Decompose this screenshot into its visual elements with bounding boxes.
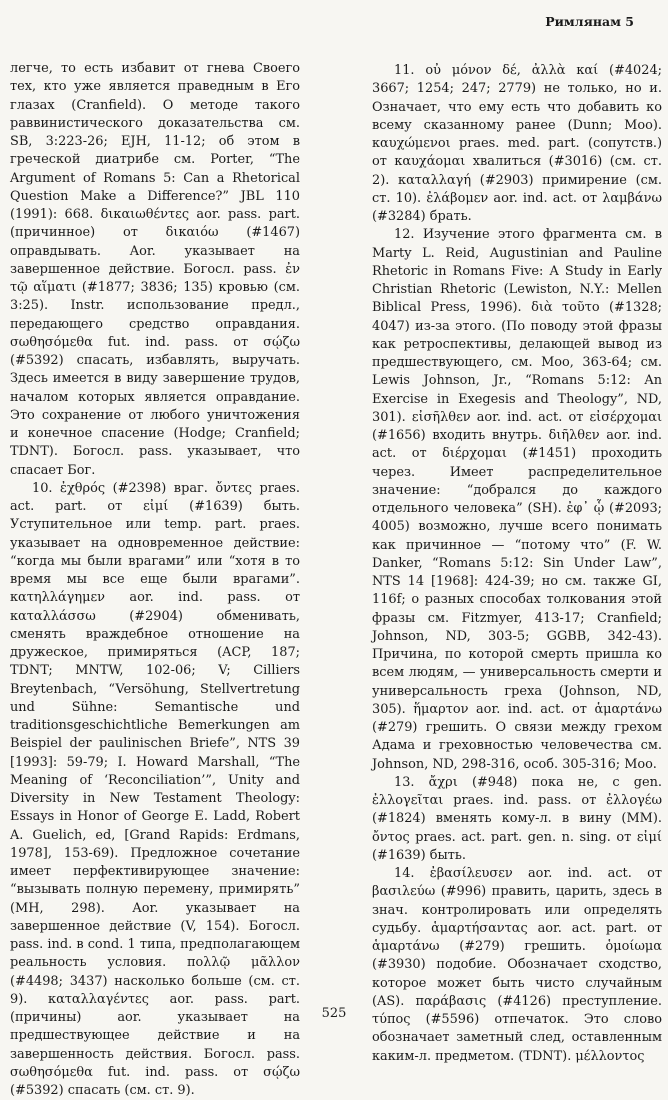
paragraph-verse-13: 13. ἄχρι (#948) пока не, с gen. ἐλλογεῖται praes. ind. pass. от ἐλλογέω (#1824) вменять кому-л. в вину (MM). ὄντος praes. act. part. gen. n. sing. от εἰμί (#1639) быть.	[372, 774, 662, 863]
paragraph-verse-14: 14. ἐβασίλευσεν aor. ind. act. от βασιλεύω (#996) править, царить, здесь в знач. контролировать или определять судьбу. ἁμαρτήσαντας aor. act. part. от ἁμαρτάνω (#279) грешить. ὁμοίωμα (#3930) подобие. Обозначает сходство, которое может быть чисто случайным (AS). παράβασις (#4126) преступление. τύπος (#5596) отпечаток. Это слово обозначает заметный след, оставленным каким-л. предметом. (TDNT). μέλλοντος	[372, 866, 662, 1064]
page-number: 525	[321, 1006, 347, 1021]
paragraph-verse-9-continued: легче, то есть избавит от гнева Своего тех, кто уже является праведным в Его глазах (Cranfield). О методе такого раввинистического доказательства см. SB, 3:223-26; EJH, 11-12; об этом в греческой диатрибе см. Porter, “The Argument of Romans 5: Can a Rhetorical Question Make a Difference?” JBL 110 (1991): 668. δικαιωθέντες aor. pass. part. (причинное) от δικαιόω (#1467) оправдывать. Aor. указывает на завершенное действие. Богосл. pass. ἐν τῷ αἵματι (#1877; 3836; 135) кровью (см. 3:25). Instr. использование предл., передающего средство оправдания. σωθησόμεθα fut. ind. pass. от σῴζω (#5392) спасать, избавлять, выручать. Здесь имеется в виду завершение трудов, началом которых является оправдание. Это сохранение от любого уничтожения и конечное спасение (Hodge; Cranfield; TDNT). Богосл. pass. указывает, что спасает Бог.	[10, 61, 300, 478]
paragraph-verse-10: 10. ἐχθρός (#2398) враг. ὄντες praes. act. part. от εἰμί (#1639) быть. Уступительное или temp. part. praes. указывает на одновременное действие: “когда мы были врагами” или “хотя в то время мы все еще были врагами”. κατηλλάγημεν aor. ind. pass. от καταλλάσσω (#2904) обменивать, сменять враждебное отношение на дружеское, примиряться (ACP, 187; TDNT; MNTW, 102-06; V; Cilliers Breytenbach, “Versöhung, Stellvertretung und Sühne: Semantische und traditionsgeschichtliche Bemerkungen am Beispiel der paulinischen Briefe”, NTS 39 [1993]: 59-79; I. Howard Marshall, “The Meaning of ‘Reconciliation’”, Unity and Diversity in New Testament Theology: Essays in Honor of George E. Ladd, Robert A. Guelich, ed, [Grand Rapids: Erdmans, 1978], 153-69). Предложное сочетание имеет перфективирующее значение: “вызывать полную перемену, примирять” (MH, 298). Aor. указывает на завершенное действие (V, 154). Богосл. pass. ind. в cond. 1 типа, предполагающем реальность условия. πολλῷ μᾶλλον (#4498; 3437) насколько больше (см. ст. 9). καταλλαγέντες aor. pass. part. (причины) aor. указывает на предшествующее действие и на завершенность действия. Богосл. pass. σωθησόμεθα fut. ind. pass. от σῴζω (#5392) спасать (см. ст. 9).	[10, 480, 300, 1098]
paragraph-verse-12: 12. Изучение этого фрагмента см. в Marty L. Reid, Augustinian and Pauline Rhetoric in Romans Five: A Study in Early Christian Rhetoric (Lewiston, N.Y.: Mellen Biblical Press, 1996). διὰ τοῦτο (#1328; 4047) из-за этого. (По поводу этой фразы как ретроспективы, делающей вывод из предшествующего, см. Moo, 363-64; см. Lewis Johnson, Jr., “Romans 5:12: An Exercise in Exegesis and Theology”, ND, 301). εἰσῆλθεν aor. ind. act. от εἰσέρχομαι (#1656) входить внутрь. διῆλθεν aor. ind. act. от διέρχομαι (#1451) проходить через. Имеет распределительное значение: “добрался до каждого отдельного человека” (SH). ἐφ᾽ ᾧ (#2093; 4005) возможно, лучше всего понимать как причинное — “потому что” (F. W. Danker, “Romans 5:12: Sin Under Law”, NTS 14 [1968]: 424-39; но см. также GI, 116f; о разных способах толкования этой фразы см. Fitzmyer, 413-17; Cranfield; Johnson, ND, 303-5; GGBB, 342-43). Причина, по которой смерть пришла ко всем людям, — универсальность смерти и универсальность греха (Johnson, ND, 305). ἥμαρτον aor. ind. act. от ἁμαρτάνω (#279) грешить. О связи между грехом Адама и греховностью человечества см. Johnson, ND, 298-316, особ. 305-316; Moo.	[372, 227, 662, 772]
right-column	[372, 62, 662, 1066]
left-column	[10, 60, 300, 1100]
running-head: Римлянам 5	[545, 14, 634, 29]
paragraph-verse-11: 11. οὐ μόνον δέ, ἀλλὰ καί (#4024; 3667; 1254; 247; 2779) не только, но и. Означает, что ему есть что добавить ко всему сказанному ранее (Dunn; Moo). καυχώμενοι praes. med. part. (сопутств.) от καυχάομαι хвалиться (#3016) (см. ст. 2). καταλλαγή (#2903) примирение (см. ст. 10). ἐλάβομεν aor. ind. act. от λαμβάνω (#3284) брать.	[372, 63, 662, 224]
